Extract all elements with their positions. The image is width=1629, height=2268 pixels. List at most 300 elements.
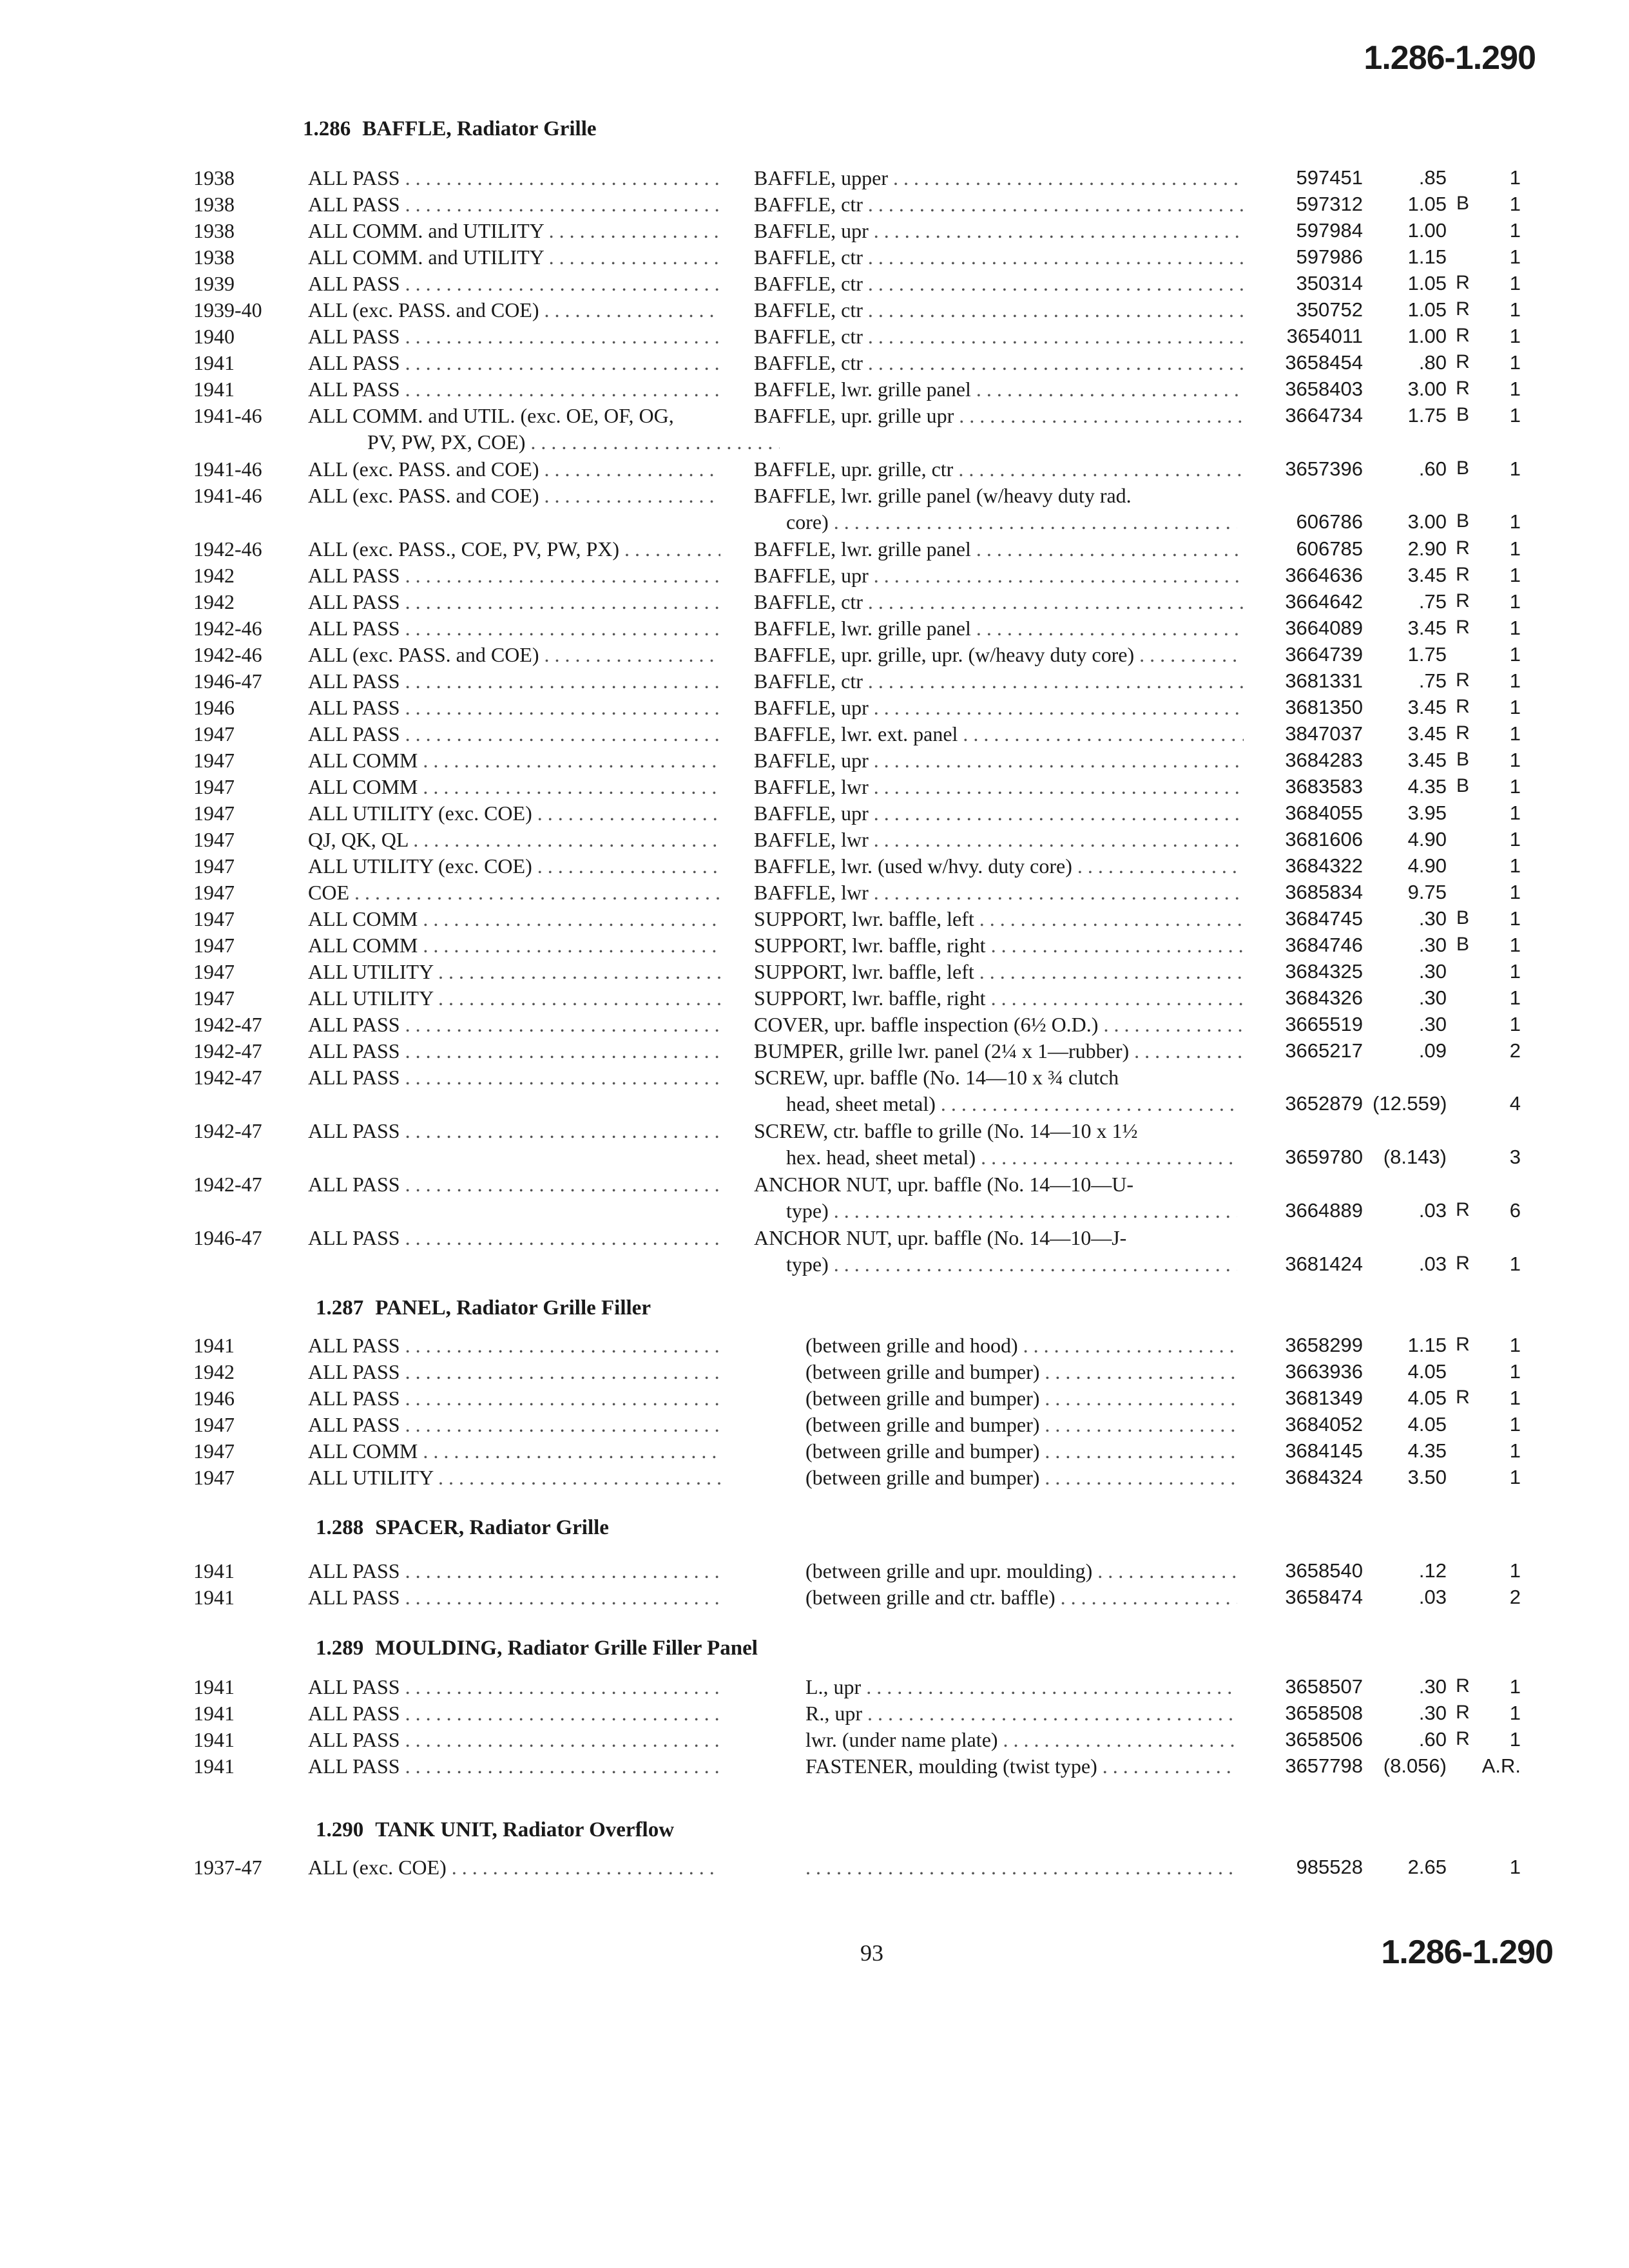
model-cell (308, 1387, 720, 1410)
model-cell (308, 298, 720, 322)
description-cell (754, 643, 1244, 667)
model-text: COE . . . (308, 881, 720, 904)
model-text: ALL COMM. and UTILITY . . . (308, 245, 720, 269)
model-text: ALL (exc. PASS. and COE) . . . (308, 298, 720, 322)
table-row-continuation (0, 1199, 1629, 1225)
description-cell (754, 775, 1244, 799)
description-cell (754, 696, 1244, 720)
qty-cell: 1 (1509, 537, 1521, 560)
part-cell: 3681350 (1285, 696, 1363, 718)
model-text: ALL PASS . . . (308, 1226, 720, 1249)
description-text: BAFFLE, ctr . . . (754, 245, 1244, 269)
price-cell: .30 (1418, 934, 1447, 956)
table-row-continuation (0, 1253, 1629, 1278)
part-cell: 3664089 (1285, 617, 1363, 639)
year-cell: 1947 (193, 722, 235, 745)
model-text: ALL PASS . . . (308, 590, 720, 613)
part-cell: 3684745 (1285, 907, 1363, 930)
year-cell: 1947 (193, 881, 235, 904)
year-cell: 1941-46 (193, 457, 262, 481)
section-name: TANK UNIT, Radiator Overflow (375, 1818, 675, 1841)
table-row (0, 193, 1629, 218)
section-title (316, 1296, 651, 1320)
model-text: ALL PASS . . . (308, 1013, 720, 1036)
part-cell: 3684324 (1285, 1466, 1363, 1488)
part-cell: 3664642 (1285, 590, 1363, 613)
part-cell: 3683583 (1285, 775, 1363, 798)
price-cell: 3.45 (1407, 696, 1447, 718)
price-cell: 3.45 (1407, 722, 1447, 745)
table-row (0, 1728, 1629, 1754)
part-cell: 3652879 (1285, 1092, 1363, 1115)
price-cell: .85 (1418, 166, 1447, 189)
price-cell: .30 (1418, 1702, 1447, 1724)
section-number: 1.289 (316, 1637, 364, 1660)
description-cell (754, 1226, 1244, 1250)
model-cell (308, 696, 720, 720)
model-cell (308, 1754, 720, 1778)
model-cell (308, 1675, 720, 1699)
model-text-cont: PV, PW, PX, COE) . . . (367, 430, 780, 454)
year-cell: 1947 (193, 1466, 235, 1489)
description-cell (805, 1728, 1237, 1752)
part-cell: 3664734 (1285, 404, 1363, 427)
price-cell: 1.75 (1407, 404, 1447, 427)
model-cell (308, 325, 720, 349)
model-text: ALL PASS . . . (308, 272, 720, 295)
code-cell: R (1456, 1728, 1470, 1749)
table-row (0, 272, 1629, 298)
section-number: 1.290 (316, 1818, 364, 1841)
price-cell: 4.05 (1407, 1360, 1447, 1383)
description-text: BAFFLE, upr . . . (754, 749, 1244, 772)
description-cell (754, 1173, 1244, 1196)
description-text: FASTENER, moulding (twist type) . . . (805, 1754, 1237, 1778)
description-cell (754, 907, 1244, 931)
part-cell: 3684283 (1285, 749, 1363, 771)
table-row (0, 1439, 1629, 1465)
description-text: COVER, upr. baffle inspection (6½ O.D.) . . . (754, 1013, 1244, 1036)
qty-cell: 1 (1509, 1360, 1521, 1383)
section-name: PANEL, Radiator Grille Filler (375, 1296, 651, 1320)
model-text: QJ, QK, QL . . . (308, 828, 720, 851)
year-cell: 1942-47 (193, 1173, 262, 1196)
section-title (316, 1818, 674, 1842)
model-text: ALL COMM . . . (308, 907, 720, 930)
qty-cell: 4 (1509, 1092, 1521, 1115)
price-cell: 3.95 (1407, 802, 1447, 824)
description-text: BAFFLE, upr. grille, ctr . . . (754, 457, 1244, 481)
description-text: (between grille and bumper) . . . (805, 1413, 1237, 1436)
model-text: ALL COMM. and UTIL. (exc. OE, OF, OG, (308, 404, 674, 427)
model-cell (308, 854, 720, 878)
price-cell: 4.35 (1407, 775, 1447, 798)
model-text: ALL PASS . . . (308, 617, 720, 640)
qty-cell: 1 (1509, 854, 1521, 877)
part-cell: 3658474 (1285, 1586, 1363, 1608)
part-cell: 3663936 (1285, 1360, 1363, 1383)
description-text: BAFFLE, lwr. grille panel . . . (754, 537, 1244, 561)
model-cell (308, 1466, 720, 1490)
part-cell: 3658540 (1285, 1559, 1363, 1582)
table-row (0, 1066, 1629, 1091)
qty-cell: 1 (1509, 960, 1521, 983)
code-cell: R (1456, 1199, 1470, 1220)
model-cell (308, 907, 720, 931)
qty-cell: 3 (1509, 1146, 1521, 1168)
year-cell: 1942 (193, 590, 235, 613)
part-cell: 985528 (1296, 1856, 1363, 1878)
code-cell: B (1456, 457, 1469, 479)
price-cell: 9.75 (1407, 881, 1447, 903)
code-cell: B (1456, 749, 1469, 770)
price-cell: 3.45 (1407, 617, 1447, 639)
description-cell (754, 722, 1244, 746)
description-cell (805, 1387, 1237, 1410)
part-cell: 3664739 (1285, 643, 1363, 666)
model-text: ALL COMM. and UTILITY . . . (308, 219, 720, 242)
code-cell: R (1456, 696, 1470, 717)
price-cell: 4.90 (1407, 854, 1447, 877)
description-text: BAFFLE, lwr. ext. panel . . . (754, 722, 1244, 745)
model-cell (308, 934, 720, 957)
description-cell (754, 272, 1244, 296)
year-cell: 1942-46 (193, 617, 262, 640)
year-cell: 1947 (193, 802, 235, 825)
section-name: BAFFLE, Radiator Grille (362, 117, 597, 140)
price-cell: 1.75 (1407, 643, 1447, 666)
model-text: ALL PASS . . . (308, 1675, 720, 1698)
year-cell: 1941 (193, 1728, 235, 1751)
description-cell (754, 617, 1244, 640)
model-cell (308, 272, 720, 296)
qty-cell: 1 (1509, 1702, 1521, 1724)
description-cell (754, 378, 1244, 401)
price-cell: .03 (1418, 1253, 1447, 1275)
table-row (0, 934, 1629, 959)
description-text: BAFFLE, ctr . . . (754, 351, 1244, 374)
model-text: ALL UTILITY (exc. COE) . . . (308, 854, 720, 878)
description-cell (754, 590, 1244, 614)
part-cell: 3658506 (1285, 1728, 1363, 1751)
table-row (0, 537, 1629, 563)
description-cell (805, 1586, 1237, 1610)
model-cell (308, 1728, 720, 1752)
price-cell: 4.05 (1407, 1387, 1447, 1409)
description-text: (between grille and bumper) . . . (805, 1439, 1237, 1463)
year-cell: 1941 (193, 1675, 235, 1698)
year-cell: 1941-46 (193, 404, 262, 427)
code-cell: R (1456, 590, 1470, 611)
model-cell-cont (367, 430, 780, 454)
table-row (0, 245, 1629, 271)
year-cell: 1942 (193, 564, 235, 587)
qty-cell: 1 (1509, 378, 1521, 400)
price-cell: .30 (1418, 1675, 1447, 1698)
description-cell (805, 1466, 1237, 1490)
description-text: SUPPORT, lwr. baffle, right . . . (754, 934, 1244, 957)
description-text: L., upr . . . (805, 1675, 1237, 1698)
qty-cell: 1 (1509, 325, 1521, 347)
qty-cell: 1 (1509, 457, 1521, 480)
model-cell (308, 1702, 720, 1725)
page-number: 93 (860, 1940, 883, 1966)
price-cell: .60 (1418, 457, 1447, 480)
price-cell: (8.056) (1383, 1754, 1447, 1777)
code-cell: R (1456, 272, 1470, 293)
description-cell (754, 960, 1244, 984)
part-cell: 3684052 (1285, 1413, 1363, 1436)
description-cell (805, 1559, 1237, 1583)
part-cell: 3659780 (1285, 1146, 1363, 1168)
year-cell: 1941 (193, 378, 235, 401)
section-title (316, 1637, 758, 1660)
table-row (0, 1754, 1629, 1780)
description-text: ANCHOR NUT, upr. baffle (No. 14—10—U- (754, 1173, 1133, 1196)
table-row (0, 1173, 1629, 1198)
table-row (0, 404, 1629, 430)
model-text: ALL PASS . . . (308, 325, 720, 348)
model-cell (308, 1066, 720, 1090)
part-cell: 3684055 (1285, 802, 1363, 824)
part-cell: 606785 (1296, 537, 1363, 560)
description-cell (754, 854, 1244, 878)
model-cell (308, 986, 720, 1010)
table-row (0, 1226, 1629, 1252)
description-text-cont: head, sheet metal) . . . (786, 1092, 1237, 1115)
code-cell: R (1456, 722, 1470, 744)
year-cell: 1947 (193, 828, 235, 851)
description-cell (754, 986, 1244, 1010)
description-text: SCREW, upr. baffle (No. 14—10 x ¾ clutch (754, 1066, 1119, 1089)
table-row (0, 1334, 1629, 1360)
model-cell (308, 590, 720, 614)
table-row (0, 1466, 1629, 1492)
model-cell (308, 1013, 720, 1037)
model-cell (308, 1413, 720, 1437)
model-text: ALL PASS . . . (308, 1387, 720, 1410)
table-row (0, 1586, 1629, 1611)
description-text: BAFFLE, ctr . . . (754, 272, 1244, 295)
qty-cell: 1 (1509, 404, 1521, 427)
year-cell: 1941 (193, 1559, 235, 1582)
description-text: BAFFLE, upr. grille, upr. (w/heavy duty core) . . . (754, 643, 1244, 666)
description-cell (754, 193, 1244, 216)
section-name: SPACER, Radiator Grille (375, 1516, 609, 1539)
year-cell: 1938 (193, 245, 235, 269)
price-cell: 1.00 (1407, 219, 1447, 242)
model-text: ALL PASS . . . (308, 722, 720, 745)
qty-cell: 2 (1509, 1586, 1521, 1608)
description-text-cont: hex. head, sheet metal) . . . (786, 1146, 1237, 1169)
part-cell: 3658403 (1285, 378, 1363, 400)
description-cell (805, 1856, 1237, 1879)
year-cell: 1947 (193, 960, 235, 983)
part-cell: 350752 (1296, 298, 1363, 321)
price-cell: 4.05 (1407, 1413, 1447, 1436)
model-text: ALL COMM . . . (308, 1439, 720, 1463)
price-cell: .09 (1418, 1039, 1447, 1062)
description-cell (754, 457, 1244, 481)
year-cell: 1947 (193, 1439, 235, 1463)
table-row (0, 802, 1629, 827)
code-cell: R (1456, 669, 1470, 691)
qty-cell: 1 (1509, 1413, 1521, 1436)
table-row (0, 1702, 1629, 1727)
description-text: BAFFLE, lwr. grille panel . . . (754, 617, 1244, 640)
price-cell: 3.00 (1407, 510, 1447, 533)
part-cell: 3665519 (1285, 1013, 1363, 1035)
table-row (0, 722, 1629, 748)
code-cell: R (1456, 1675, 1470, 1696)
qty-cell: 1 (1509, 219, 1521, 242)
model-text: ALL PASS . . . (308, 166, 720, 189)
description-cell-cont (786, 1199, 1237, 1223)
table-row (0, 325, 1629, 351)
year-cell: 1941 (193, 1702, 235, 1725)
description-text: BAFFLE, ctr . . . (754, 193, 1244, 216)
table-row (0, 828, 1629, 854)
model-cell (308, 245, 720, 269)
table-row (0, 564, 1629, 590)
price-cell: 3.50 (1407, 1466, 1447, 1488)
price-cell: .30 (1418, 986, 1447, 1009)
table-row (0, 1360, 1629, 1386)
section-number: 1.288 (316, 1516, 364, 1539)
model-cell (308, 749, 720, 773)
description-cell (754, 564, 1244, 588)
year-cell: 1946-47 (193, 669, 262, 693)
model-text: ALL UTILITY (exc. COE) . . . (308, 802, 720, 825)
qty-cell: 1 (1509, 1728, 1521, 1751)
qty-cell: 1 (1509, 749, 1521, 771)
description-cell (754, 245, 1244, 269)
table-row (0, 1856, 1629, 1881)
description-text: BAFFLE, upr . . . (754, 696, 1244, 719)
qty-cell: 1 (1509, 802, 1521, 824)
price-cell: 2.90 (1407, 537, 1447, 560)
year-cell: 1947 (193, 907, 235, 930)
model-cell (308, 669, 720, 693)
qty-cell: 1 (1509, 722, 1521, 745)
model-text: ALL PASS . . . (308, 1360, 720, 1383)
model-text: ALL (exc. COE) . . . (308, 1856, 720, 1879)
description-text: BAFFLE, upr . . . (754, 802, 1244, 825)
model-cell (308, 643, 720, 667)
model-cell (308, 564, 720, 588)
year-cell: 1947 (193, 986, 235, 1010)
year-cell: 1940 (193, 325, 235, 348)
code-cell: R (1456, 325, 1470, 346)
model-text: ALL PASS . . . (308, 378, 720, 401)
code-cell: R (1456, 378, 1470, 399)
code-cell: B (1456, 907, 1469, 928)
code-cell: B (1456, 510, 1469, 532)
description-cell (754, 484, 1244, 508)
part-cell: 3657798 (1285, 1754, 1363, 1777)
table-row (0, 617, 1629, 642)
description-text: BAFFLE, upper . . . (754, 166, 1244, 189)
qty-cell: 1 (1509, 245, 1521, 268)
year-cell: 1942-47 (193, 1039, 262, 1062)
table-row (0, 854, 1629, 880)
qty-cell: 1 (1509, 986, 1521, 1009)
year-cell: 1947 (193, 934, 235, 957)
description-cell (754, 537, 1244, 561)
description-text: BAFFLE, lwr . . . (754, 828, 1244, 851)
model-text: ALL PASS . . . (308, 1559, 720, 1582)
table-row (0, 298, 1629, 324)
part-cell: 3657396 (1285, 457, 1363, 480)
part-cell: 3685834 (1285, 881, 1363, 903)
model-cell (308, 351, 720, 375)
year-cell: 1942-47 (193, 1119, 262, 1142)
price-cell: .30 (1418, 907, 1447, 930)
qty-cell: 2 (1509, 1039, 1521, 1062)
table-row (0, 378, 1629, 403)
description-cell (754, 669, 1244, 693)
model-text: ALL PASS . . . (308, 1173, 720, 1196)
section-name: MOULDING, Radiator Grille Filler Panel (375, 1637, 758, 1660)
description-cell (754, 1013, 1244, 1037)
model-cell (308, 193, 720, 216)
description-text: (between grille and bumper) . . . (805, 1466, 1237, 1489)
code-cell: B (1456, 775, 1469, 796)
description-cell (754, 1119, 1244, 1143)
qty-cell: 1 (1509, 1466, 1521, 1488)
model-cell (308, 219, 720, 243)
part-cell: 3684322 (1285, 854, 1363, 877)
year-cell: 1942-46 (193, 643, 262, 666)
part-cell: 3664889 (1285, 1199, 1363, 1222)
part-cell: 3681331 (1285, 669, 1363, 692)
price-cell: 1.05 (1407, 193, 1447, 215)
description-text: (between grille and hood) . . . (805, 1334, 1237, 1357)
part-cell: 597984 (1296, 219, 1363, 242)
description-cell (805, 1360, 1237, 1384)
description-cell-cont (786, 1146, 1237, 1169)
table-row (0, 1013, 1629, 1039)
qty-cell: 1 (1509, 272, 1521, 294)
code-cell: R (1456, 1387, 1470, 1408)
qty-cell: 1 (1509, 1253, 1521, 1275)
part-cell: 597312 (1296, 193, 1363, 215)
code-cell: R (1456, 298, 1470, 320)
table-row (0, 1387, 1629, 1412)
code-cell: R (1456, 1253, 1470, 1274)
model-text: ALL (exc. PASS. and COE) . . . (308, 484, 720, 507)
price-cell: .80 (1418, 351, 1447, 374)
model-cell (308, 166, 720, 190)
qty-cell: 1 (1509, 1559, 1521, 1582)
model-cell (308, 1559, 720, 1583)
qty-cell: 1 (1509, 351, 1521, 374)
description-text: BAFFLE, lwr . . . (754, 881, 1244, 904)
page-header-range: 1.286-1.290 (1364, 39, 1536, 77)
price-cell: 4.90 (1407, 828, 1447, 850)
qty-cell: 1 (1509, 166, 1521, 189)
description-cell (754, 166, 1244, 190)
year-cell: 1942 (193, 1360, 235, 1383)
year-cell: 1937-47 (193, 1856, 262, 1879)
section-title (303, 117, 597, 141)
model-cell (308, 378, 720, 401)
model-cell (308, 1119, 720, 1143)
table-row (0, 1675, 1629, 1701)
description-cell (754, 325, 1244, 349)
qty-cell: 1 (1509, 1675, 1521, 1698)
table-row (0, 219, 1629, 245)
